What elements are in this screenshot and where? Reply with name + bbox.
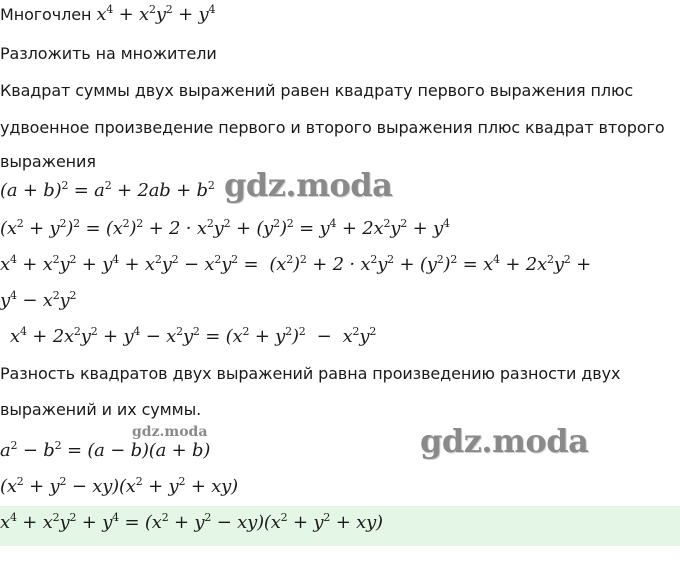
formula-step-2-continued: $y^4 - x^2y^2$	[0, 289, 77, 311]
rule-diff-squares-line2: выражений и их суммы.	[0, 400, 202, 419]
polynomial-line	[0, 4, 215, 25]
formula-sum-square: $(a + b)^2 = a^2 + 2ab + b^2$	[0, 179, 215, 201]
watermark-small: gdz.moda	[132, 424, 208, 440]
rule-sum-square-line1: Квадрат суммы двух выражений равен квадрату первого выражения плюс	[0, 81, 634, 100]
rule-sum-square-line2: удвоенное произведение первого и второго выражения плюс квадрат второго	[0, 118, 665, 137]
formula-step-1: $(x^2 + y^2)^2 = (x^2)^2 + 2 \cdot x^2y^2 + (y^2)^2 = y^4 + 2x^2y^2 + y^4$	[0, 217, 450, 239]
rule-sum-square-line3: выражения	[0, 152, 96, 171]
formula-step-3: $x^4 + 2x^2y^2 + y^4 - x^2y^2 = (x^2 + y^2)^2 - x^2y^2$	[10, 325, 377, 347]
task-instruction: Разложить на множители	[0, 44, 217, 63]
formula-factors: $(x^2 + y^2 - xy)(x^2 + y^2 + xy)$	[0, 475, 238, 497]
rule-diff-squares-line1: Разность квадратов двух выражений равна произведению разности двух	[0, 364, 621, 383]
polynomial-expression: $x^4 + x^2y^2 + y^4$	[96, 3, 216, 25]
formula-step-2: $x^4 + x^2y^2 + y^4 + x^2y^2 - x^2y^2 = (x^2)^2 + 2 \cdot x^2y^2 + (y^2)^2 = x^4 + 2x^2y^2$ +	[0, 253, 592, 275]
watermark-top: gdz.moda	[224, 166, 393, 204]
polynomial-label: Многочлен	[0, 5, 92, 24]
final-answer: $x^4 + x^2y^2 + y^4 = (x^2 + y^2 - xy)(x^2 + y^2 + xy)$	[0, 511, 383, 533]
formula-diff-squares: $a^2 - b^2 = (a - b)(a + b)$	[0, 439, 211, 461]
watermark-right: gdz.moda	[420, 422, 589, 460]
